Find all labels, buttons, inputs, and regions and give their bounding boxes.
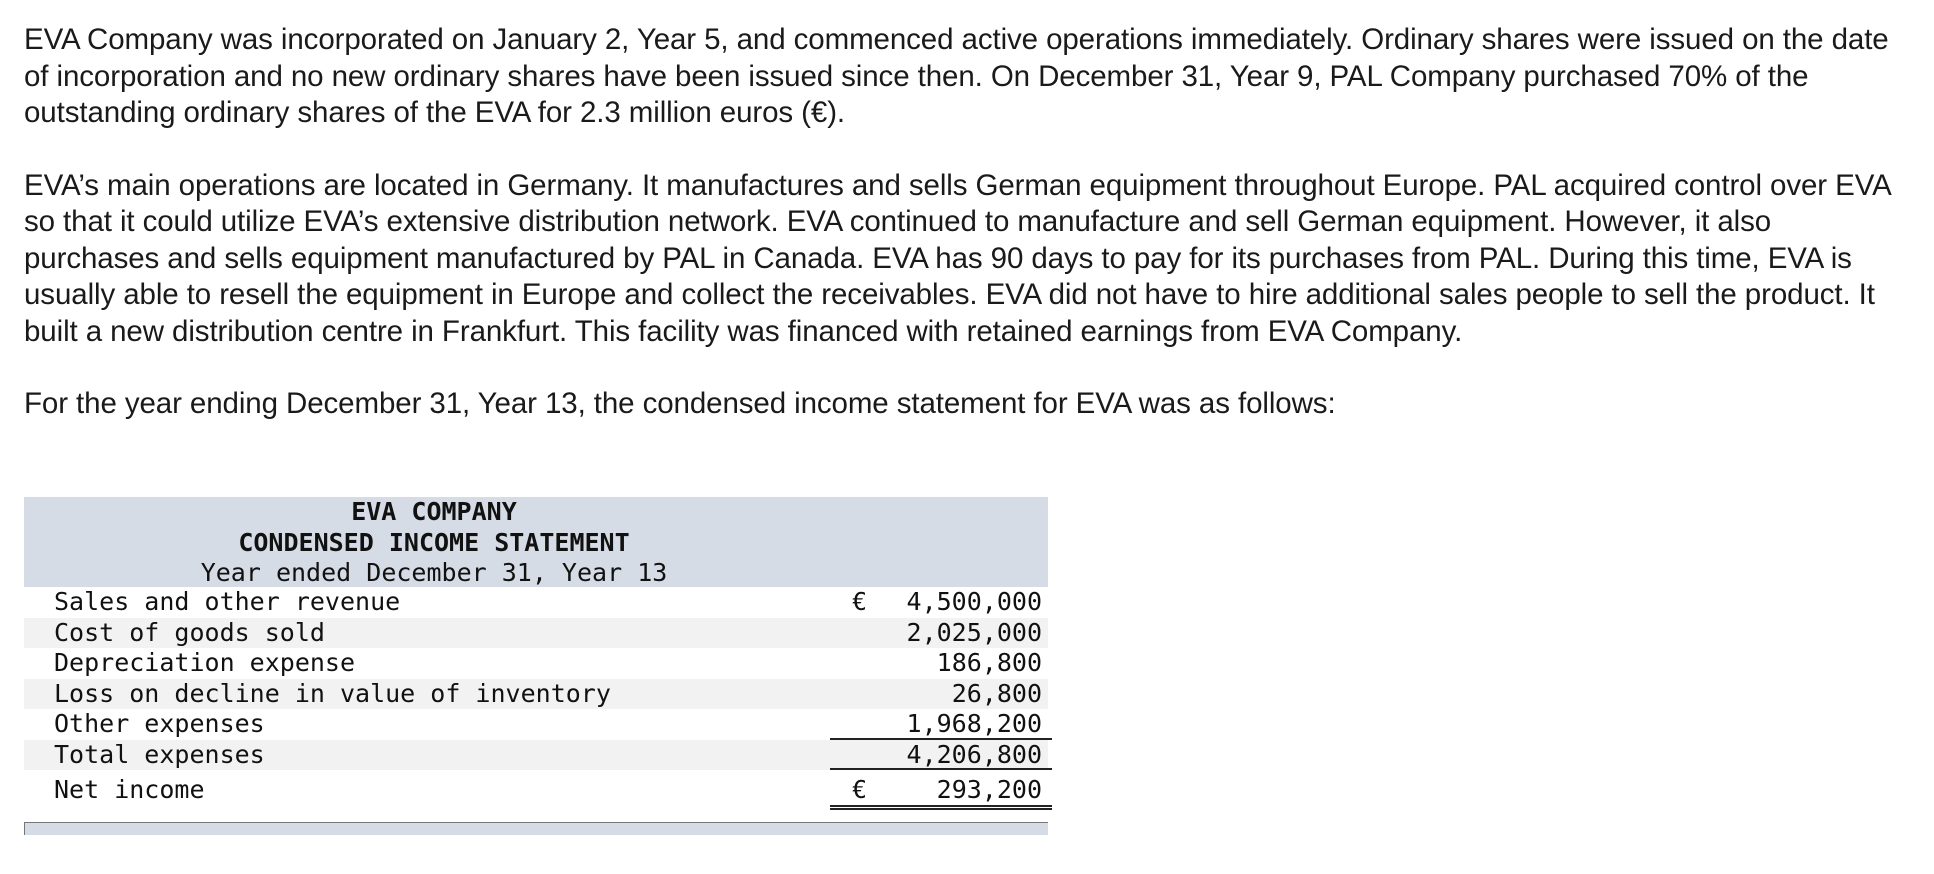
row-amount: 186,800 (936, 648, 1042, 677)
row-label: Depreciation expense (54, 648, 356, 677)
statement-row-cogs (24, 618, 1048, 649)
statement-company-name: EVA COMPANY (351, 497, 517, 526)
row-amount: € 4,500,000 (852, 587, 1042, 616)
currency-symbol: € (852, 587, 868, 616)
row-amount: 26,800 (951, 678, 1042, 708)
statement-header (24, 497, 1048, 587)
statement-intro-paragraph: For the year ending December 31, Year 13, the condensed income statement for EVA was as follows: (24, 387, 1336, 420)
row-label: Loss on decline in value of inventory (54, 678, 611, 708)
statement-row-sales (24, 587, 1048, 618)
row-label: Total expenses (54, 739, 265, 769)
statement-footer-bar (24, 822, 1048, 835)
statement-row-inventory-loss (24, 679, 1048, 710)
currency-symbol: € (852, 775, 868, 804)
row-amount: 4,206,800 (830, 740, 1052, 771)
statement-row-net-income (24, 770, 1048, 810)
row-label: Cost of goods sold (54, 617, 325, 647)
operations-paragraph: EVA’s main operations are located in Germany. It manufactures and sells German equipment throughout Europe. PAL acquired control over EVA so that it could utilize EVA’s extensive distribution network. EVA continued to manufacture and sell German equipment. However, it also purchases and sells equipment manufactured by PAL in Canada. EVA has 90 days to pay for its purchases from PAL. During this time, EVA is usually able to resell the equipment in Europe and collect the receivables. EVA did not have to hire additional sales people to sell the product. It built a new distribution centre in Frankfurt. This facility was financed with retained earnings from EVA Company. (24, 168, 1891, 348)
statement-period: Year ended December 31, Year 13 (200, 558, 668, 587)
row-label: Sales and other revenue (54, 587, 401, 616)
statement-row-other-expenses (24, 709, 1048, 740)
row-amount: 1,968,200 (830, 709, 1052, 740)
row-label: Other expenses (54, 709, 265, 738)
intro-paragraph: EVA Company was incorporated on January 2, Year 5, and commenced active operations immediately. Ordinary shares were issued on the date of incorporation and no new ordinary shares have been issued since then. On December 31, Year 9, PAL Company purchased 70% of the outstanding ordinary shares of the EVA for 2.3 million euros (€). (24, 23, 1889, 129)
row-label: Net income (54, 775, 205, 804)
income-statement-table (24, 497, 1048, 835)
row-amount: 2,025,000 (906, 617, 1042, 647)
row-amount: € 293,200 (830, 770, 1052, 810)
statement-row-depreciation (24, 648, 1048, 679)
statement-row-total-expenses (24, 740, 1048, 771)
problem-text (24, 22, 1914, 459)
statement-title: CONDENSED INCOME STATEMENT (238, 527, 630, 557)
